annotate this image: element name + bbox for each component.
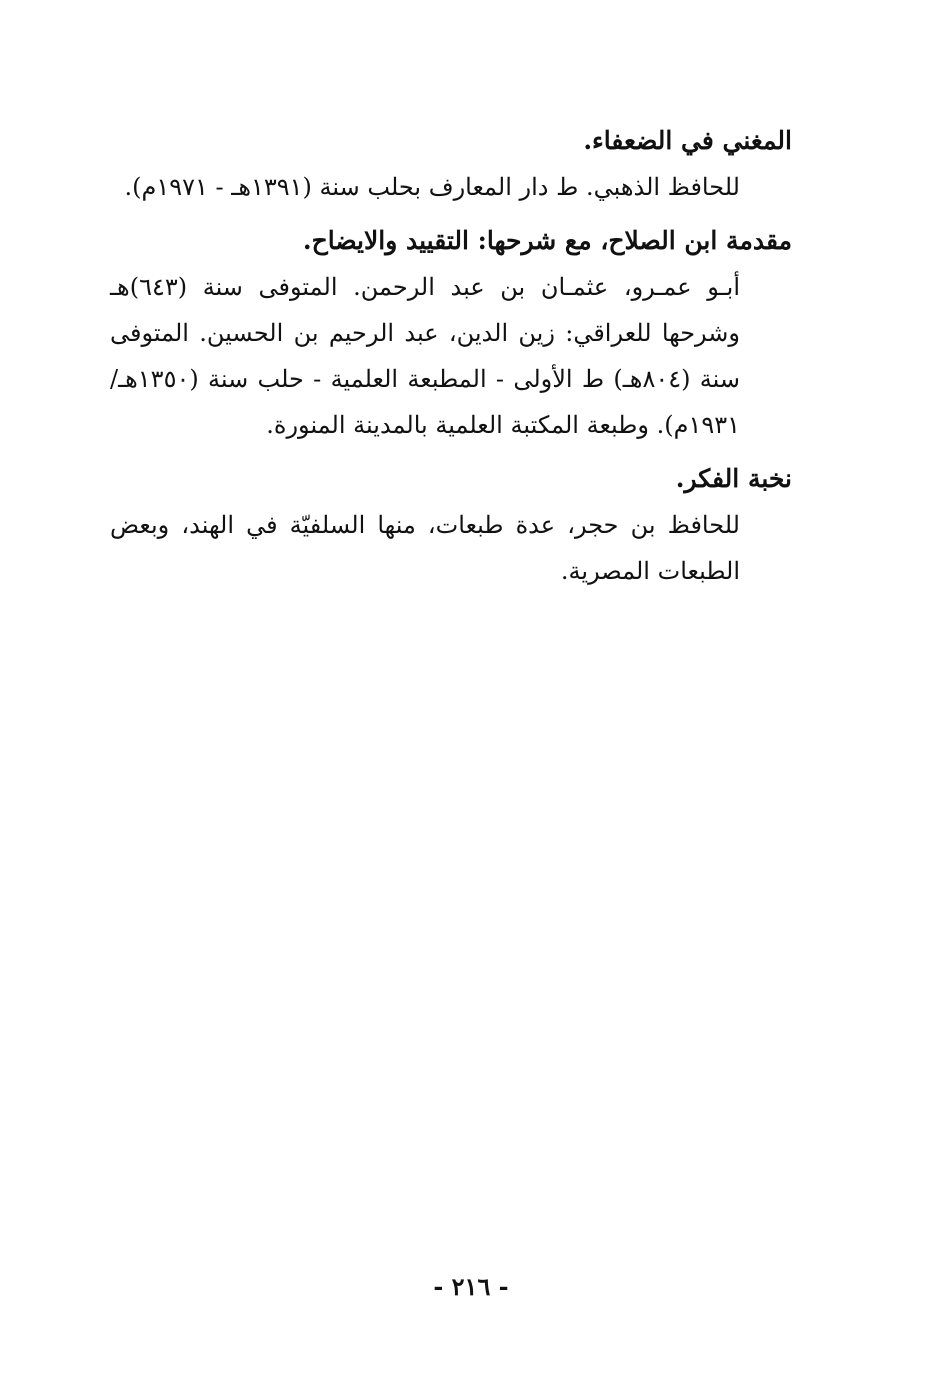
entry-body: للحافظ الذهبي. ط دار المعارف بحلب سنة (١٣٩١هـ - ١٩٧١م).	[124, 173, 740, 201]
entry-title: نخبة الفكر.	[675, 464, 792, 493]
entry-title: مقدمة ابن الصلاح، مع شرحها: التقييد والايضاح.	[302, 226, 792, 255]
entry-body: للحافظ بن حجر، عدة طبعات، منها السلفيّة في الهند، وبعض الطبعات المصرية.	[110, 511, 740, 585]
entry-body: أبـو عمـرو، عثمـان بن عبد الرحمن. المتوفى سنة (٦٤٣)هـ وشرحها للعراقي: زين الدين، عبد الرحيم بن الحسين. المتوفى سنة (٨٠٤هـ) ط الأولى - المطبعة العلمية - حلب سنة (١٣٥٠هـ/١٩٣١م). وطبعة المكتبة العلمية بالمدينة المنورة.	[110, 273, 740, 439]
entry-nukhbat-alfikar	[110, 456, 792, 594]
entry-muqaddimat-ibn-alsalah	[110, 218, 792, 448]
entry-title: المغني في الضعفاء.	[583, 126, 792, 155]
page-number: - ٢١٦ -	[433, 1272, 509, 1301]
entry-almughni	[110, 118, 792, 210]
bibliography-list	[110, 118, 792, 602]
